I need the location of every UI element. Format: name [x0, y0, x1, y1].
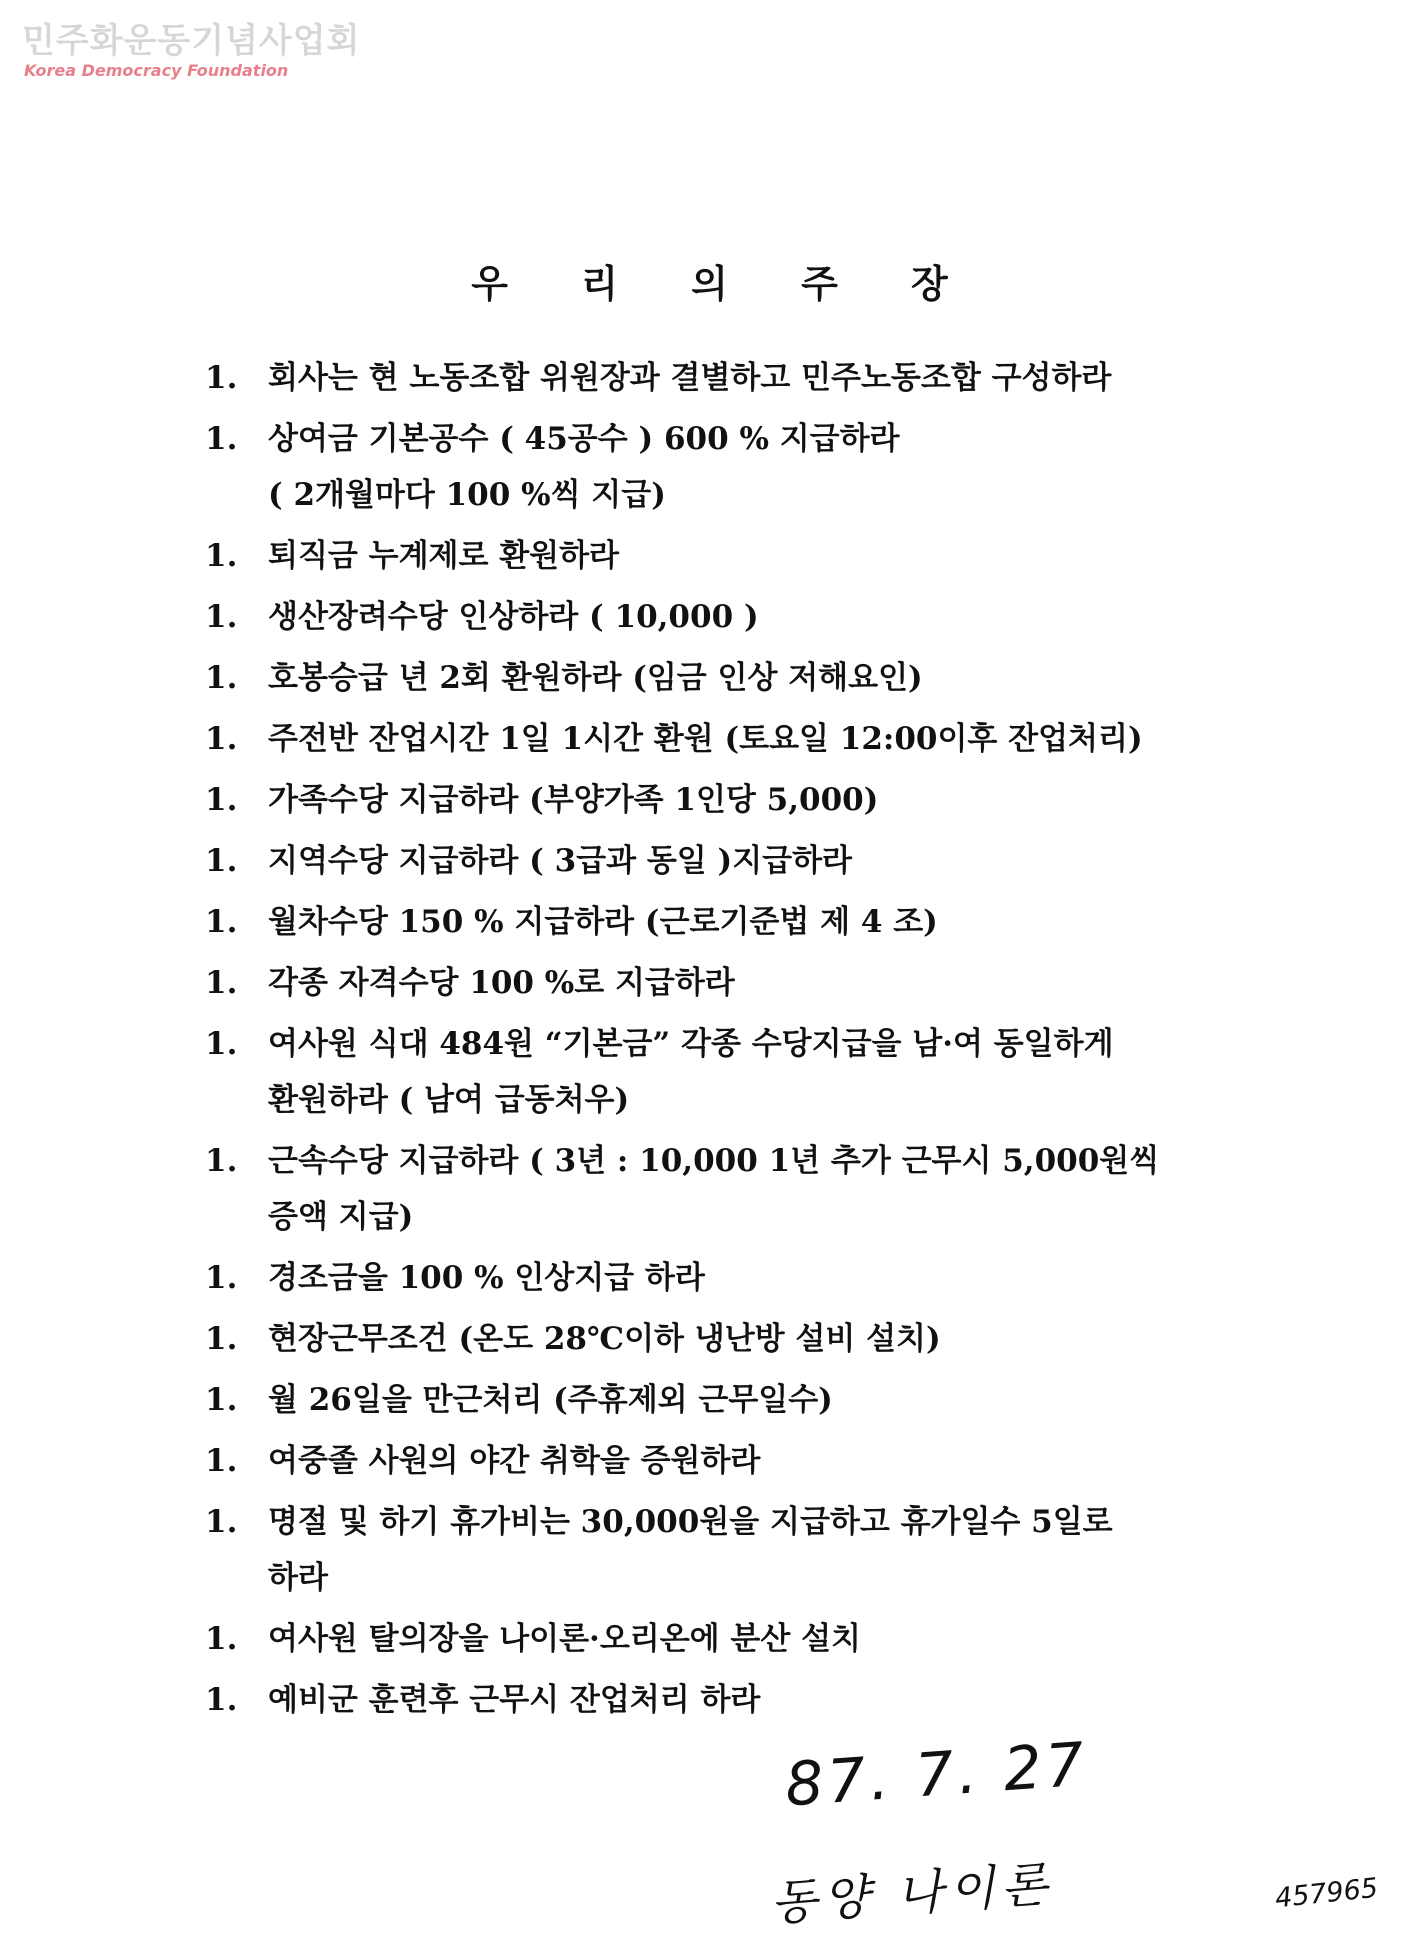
demand-number: 1. — [205, 1143, 238, 1179]
demand-item — [205, 589, 1285, 645]
demand-item — [205, 411, 1285, 523]
foundation-watermark — [22, 22, 360, 82]
demand-text: 여중졸 사원의 야간 취학을 증원하라 — [268, 1443, 761, 1479]
demand-number: 1. — [205, 721, 238, 757]
demand-item — [205, 1016, 1285, 1128]
demand-number: 1. — [205, 965, 238, 1001]
demand-item — [205, 1672, 1285, 1728]
demand-item — [205, 1133, 1285, 1245]
demand-text: 퇴직금 누계제로 환원하라 — [268, 538, 619, 574]
demand-text: 환원하라 ( 남여 급동처우) — [268, 1082, 630, 1118]
demand-text: 명절 및 하기 휴가비는 30,000원을 지급하고 휴가일수 5일로 — [268, 1504, 1113, 1540]
demand-text: 지역수당 지급하라 ( 3급과 동일 )지급하라 — [268, 843, 853, 879]
demand-item — [205, 833, 1285, 889]
demand-text: 월 26일을 만근처리 (주휴제외 근무일수) — [268, 1382, 833, 1418]
demand-number: 1. — [205, 1321, 238, 1357]
demands-list — [205, 350, 1285, 1733]
demand-text: 근속수당 지급하라 ( 3년 : 10,000 1년 추가 근무시 5,000원씩 — [268, 1143, 1160, 1179]
demand-number: 1. — [205, 1026, 238, 1062]
demand-text: 월차수당 150 % 지급하라 (근로기준법 제 4 조) — [268, 904, 938, 940]
demand-item — [205, 1433, 1285, 1489]
watermark-korean: 민주화운동기념사업회 — [22, 21, 361, 61]
demand-text: ( 2개월마다 100 %씩 지급) — [268, 477, 666, 513]
demand-text: 주전반 잔업시간 1일 1시간 환원 (토요일 12:00이후 잔업처리) — [268, 721, 1143, 757]
page-title: 우 리 의 주 장 — [471, 261, 978, 307]
demand-number: 1. — [205, 1382, 238, 1418]
demand-number: 1. — [205, 782, 238, 818]
demand-text: 호봉승급 년 2회 환원하라 (임금 인상 저해요인) — [268, 660, 923, 696]
demand-item — [205, 1372, 1285, 1428]
demand-text: 예비군 훈련후 근무시 잔업처리 하라 — [268, 1682, 761, 1718]
demand-number: 1. — [205, 1443, 238, 1479]
handwritten-date: 87. 7. 27 — [782, 1729, 1091, 1821]
demand-number: 1. — [205, 538, 238, 574]
demand-item — [205, 894, 1285, 950]
demand-text: 경조금을 100 % 인상지급 하라 — [268, 1260, 705, 1296]
demand-text: 여사원 식대 484원 “기본금” 각종 수당지급을 남·여 동일하게 — [268, 1026, 1114, 1062]
demand-number: 1. — [205, 1682, 238, 1718]
document-number: 457965 — [1273, 1872, 1380, 1915]
demand-text: 증액 지급) — [268, 1199, 414, 1235]
demand-text: 상여금 기본공수 ( 45공수 ) 600 % 지급하라 — [268, 421, 900, 457]
demand-item — [205, 528, 1285, 584]
demand-text: 하라 — [268, 1560, 328, 1596]
demand-item — [205, 772, 1285, 828]
demand-text: 여사원 탈의장을 나이론·오리온에 분산 설치 — [268, 1621, 861, 1657]
demand-number: 1. — [205, 421, 238, 457]
demand-item — [205, 1311, 1285, 1367]
demand-number: 1. — [205, 360, 238, 396]
demand-text: 생산장려수당 인상하라 ( 10,000 ) — [268, 599, 759, 635]
demand-item — [205, 1250, 1285, 1306]
demand-item — [205, 955, 1285, 1011]
demand-number: 1. — [205, 843, 238, 879]
demand-item — [205, 650, 1285, 706]
demand-text: 회사는 현 노동조합 위원장과 결별하고 민주노동조합 구성하라 — [268, 360, 1112, 396]
demand-item — [205, 350, 1285, 406]
demand-item — [205, 711, 1285, 767]
demand-number: 1. — [205, 1504, 238, 1540]
demand-number: 1. — [205, 904, 238, 940]
demand-item — [205, 1494, 1285, 1606]
demand-number: 1. — [205, 1260, 238, 1296]
demand-text: 현장근무조건 (온도 28℃이하 냉난방 설비 설치) — [268, 1321, 941, 1357]
demand-item — [205, 1611, 1285, 1667]
demand-text: 가족수당 지급하라 (부양가족 1인당 5,000) — [268, 782, 879, 818]
demand-text: 각종 자격수당 100 %로 지급하라 — [268, 965, 735, 1001]
demand-number: 1. — [205, 1621, 238, 1657]
demand-number: 1. — [205, 660, 238, 696]
handwritten-signature: 동양 나이론 — [768, 1856, 1056, 1932]
watermark-english: Korea Democracy Foundation — [24, 61, 289, 80]
demand-number: 1. — [205, 599, 238, 635]
